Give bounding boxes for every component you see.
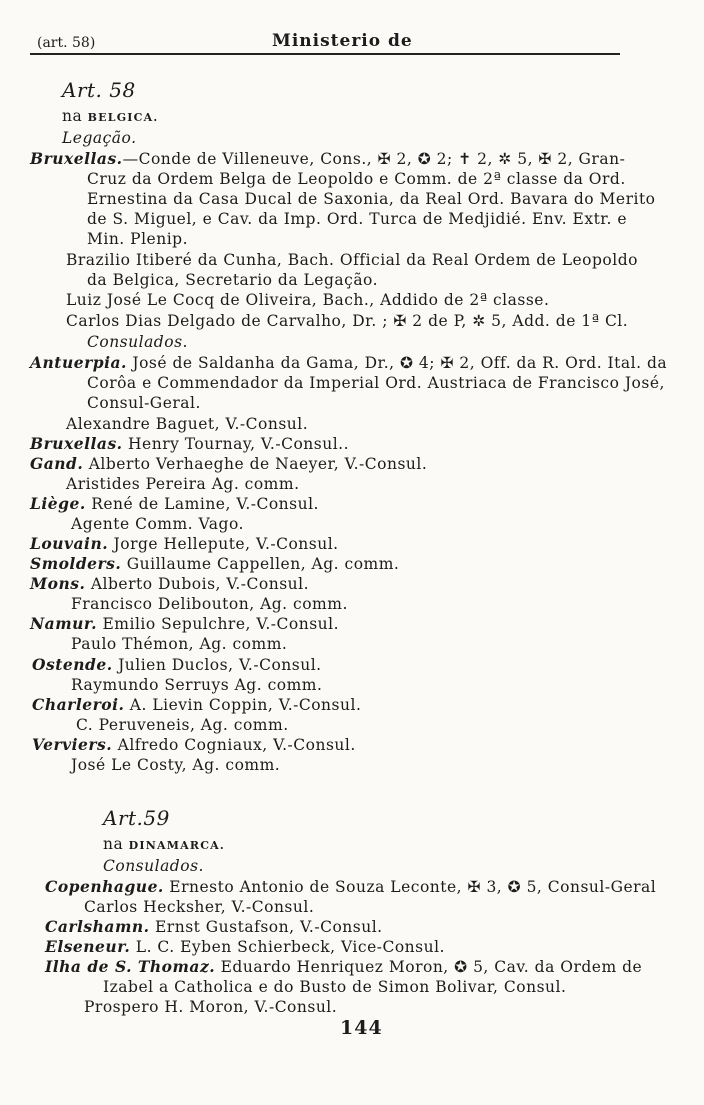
entry-line: Prospero H. Moron, V.-Consul. <box>84 998 338 1016</box>
entry-line: Aristides Pereira Ag. comm. <box>66 475 300 493</box>
entry-line: Gand. Alberto Verhaeghe de Naeyer, V.-Consul. <box>30 454 428 473</box>
entry-line: de S. Miguel, e Cav. da Imp. Ord. Turca de Medjidié. Env. Extr. e <box>87 210 628 228</box>
art58-consulados: Consulados. <box>87 333 188 351</box>
running-header <box>0 27 704 55</box>
entry-line: Mons. Alberto Dubois, V.-Consul. <box>30 574 310 593</box>
art59-heading: Art.59 <box>103 806 170 830</box>
art58-heading: Art. 58 <box>62 78 136 102</box>
entry-line: Francisco Delibouton, Ag. comm. <box>71 595 348 613</box>
page-number: 144 <box>340 1017 383 1039</box>
art59-country: na DINAMARCA. <box>103 835 225 853</box>
entry-line: Corôa e Commendador da Imperial Ord. Austriaca de Francisco José, <box>87 374 665 392</box>
entry-line: Carlos Dias Delgado de Carvalho, Dr. ; ✠ 2 de P, ✲ 5, Add. de 1ª Cl. <box>66 312 629 330</box>
entry-line: da Belgica, Secretario da Legação. <box>87 271 379 289</box>
entry-line: Bruxellas. Henry Tournay, V.-Consul.. <box>30 434 350 453</box>
entry-line: Ilha de S. Thomaz. Eduardo Henriquez Moron, ✪ 5, Cav. da Ordem de <box>45 957 643 976</box>
entry-line: Bruxellas.—Conde de Villeneuve, Cons., ✠ 2, ✪ 2; ✝ 2, ✲ 5, ✠ 2, Gran- <box>30 149 626 168</box>
entry-line: Carlos Hecksher, V.-Consul. <box>84 898 315 916</box>
entry-line: José Le Costy, Ag. comm. <box>71 756 281 774</box>
entry-line: Copenhague. Ernesto Antonio de Souza Leconte, ✠ 3, ✪ 5, Consul-Geral <box>45 877 657 896</box>
entry-line: Raymundo Serruys Ag. comm. <box>71 676 323 694</box>
entry-line: Izabel a Catholica e do Busto de Simon Bolivar, Consul. <box>103 978 567 996</box>
entry-line: Paulo Thémon, Ag. comm. <box>71 635 288 653</box>
entry-line: Ostende. Julien Duclos, V.-Consul. <box>32 655 322 674</box>
header-article-ref: (art. 58) <box>37 35 96 51</box>
entry-line: Verviers. Alfredo Cogniaux, V.-Consul. <box>32 735 356 754</box>
header-rule <box>30 53 620 55</box>
entry-line: Brazilio Itiberé da Cunha, Bach. Official da Real Ordem de Leopoldo <box>66 251 638 269</box>
entry-line: Carlshamn. Ernst Gustafson, V.-Consul. <box>45 917 383 936</box>
entry-line: Alexandre Baguet, V.-Consul. <box>66 415 309 433</box>
entry-line: C. Peruveneis, Ag. comm. <box>76 716 289 734</box>
entry-line: Agente Comm. Vago. <box>71 515 244 533</box>
art58-legacao: Legação. <box>62 129 137 147</box>
entry-line: Min. Plenip. <box>87 230 189 248</box>
entry-line: Luiz José Le Cocq de Oliveira, Bach., Addido de 2ª classe. <box>66 291 550 309</box>
header-title: Ministerio de <box>272 31 413 51</box>
entry-line: Elseneur. L. C. Eyben Schierbeck, Vice-Consul. <box>45 937 445 956</box>
entry-line: Consul-Geral. <box>87 394 201 412</box>
entry-line: Cruz da Ordem Belga de Leopoldo e Comm. de 2ª classe da Ord. <box>87 170 626 188</box>
entry-line: Antuerpia. José de Saldanha da Gama, Dr., ✪ 4; ✠ 2, Off. da R. Ord. Ital. da <box>30 353 668 372</box>
entry-line: Smolders. Guillaume Cappellen, Ag. comm. <box>30 554 400 573</box>
entry-line: Liège. René de Lamine, V.-Consul. <box>30 494 319 513</box>
art59-consulados: Consulados. <box>103 857 204 875</box>
art58-country: na BELGICA. <box>62 107 159 125</box>
entry-line: Namur. Emilio Sepulchre, V.-Consul. <box>30 614 340 633</box>
entry-line: Louvain. Jorge Helleputе, V.-Consul. <box>30 534 339 553</box>
entry-line: Ernestina da Casa Ducal de Saxonia, da Real Ord. Bavara do Merito <box>87 190 656 208</box>
entry-line: Charleroi. A. Lievin Coppin, V.-Consul. <box>32 695 362 714</box>
